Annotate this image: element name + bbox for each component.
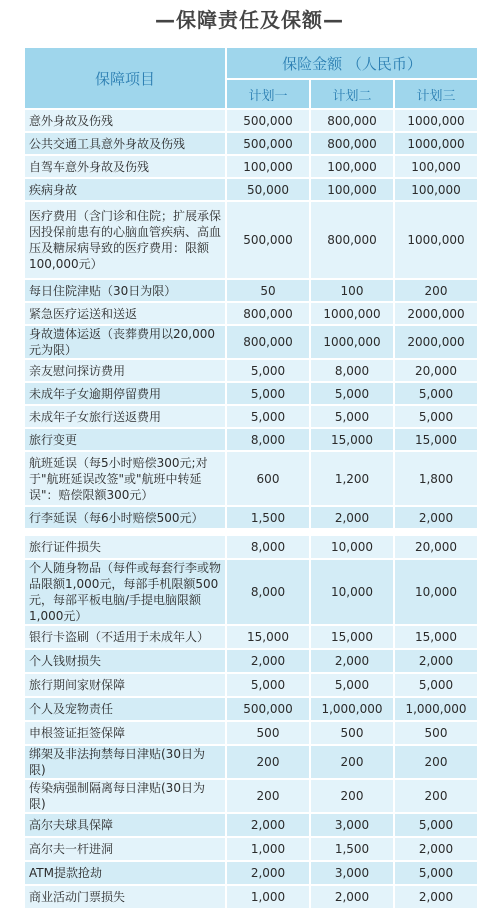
plan-3-amount: 5,000 <box>394 382 478 405</box>
plan-3-amount: 2,000 <box>394 506 478 529</box>
plan-1-amount: 15,000 <box>226 625 310 649</box>
plan-1-amount: 2,000 <box>226 861 310 885</box>
coverage-item-label: 旅行期间家财保障 <box>24 673 226 697</box>
table-row <box>24 359 478 382</box>
table-row <box>24 861 478 885</box>
table-row <box>24 885 478 909</box>
plan-3-amount: 2,000 <box>394 837 478 861</box>
page-title: —保障责任及保额— <box>155 8 344 32</box>
coverage-item-label: 申根签证拒签保障 <box>24 721 226 745</box>
coverage-item-label: 身故遗体运返（丧葬费用以20,000元为限） <box>24 325 226 359</box>
plan-1-amount: 2,000 <box>226 813 310 837</box>
plan-1-amount: 200 <box>226 779 310 813</box>
plan-3-amount: 200 <box>394 745 478 779</box>
coverage-item-label: 个人及宠物责任 <box>24 697 226 721</box>
coverage-item-label: 意外身故及伤残 <box>24 109 226 132</box>
plan-1-amount: 600 <box>226 451 310 506</box>
plan-1-amount: 8,000 <box>226 428 310 451</box>
coverage-table-part1 <box>23 46 479 530</box>
plan-1-amount: 50,000 <box>226 178 310 201</box>
plan-3-amount: 1000,000 <box>394 201 478 279</box>
table-row <box>24 745 478 779</box>
table-row <box>24 325 478 359</box>
plan-3-amount: 20,000 <box>394 359 478 382</box>
plan-2-amount: 500 <box>310 721 394 745</box>
coverage-item-label: 亲友慰问探访费用 <box>24 359 226 382</box>
plan-2-amount: 1000,000 <box>310 302 394 325</box>
plan-1-amount: 1,000 <box>226 837 310 861</box>
plan-3-amount: 2000,000 <box>394 325 478 359</box>
table-row <box>24 673 478 697</box>
coverage-table-part2 <box>23 534 479 910</box>
table-row <box>24 428 478 451</box>
plan-2-amount: 200 <box>310 779 394 813</box>
plan-1-amount: 5,000 <box>226 382 310 405</box>
plan-1-amount: 100,000 <box>226 155 310 178</box>
coverage-item-label: 自驾车意外身故及伤残 <box>24 155 226 178</box>
table-row <box>24 302 478 325</box>
header-plan-2: 计划二 <box>310 79 394 109</box>
plan-1-amount: 500,000 <box>226 109 310 132</box>
plan-2-amount: 800,000 <box>310 201 394 279</box>
plan-2-amount: 200 <box>310 745 394 779</box>
header-item-col: 保障项目 <box>24 47 226 109</box>
plan-2-amount: 10,000 <box>310 559 394 625</box>
plan-1-amount: 8,000 <box>226 535 310 559</box>
coverage-item-label: 个人钱财损失 <box>24 649 226 673</box>
coverage-item-label: 疾病身故 <box>24 178 226 201</box>
plan-1-amount: 5,000 <box>226 359 310 382</box>
plan-3-amount: 15,000 <box>394 428 478 451</box>
plan-3-amount: 15,000 <box>394 625 478 649</box>
coverage-item-label: 公共交通工具意外身故及伤残 <box>24 132 226 155</box>
table-row <box>24 837 478 861</box>
plan-1-amount: 5,000 <box>226 673 310 697</box>
plan-2-amount: 2,000 <box>310 649 394 673</box>
plan-2-amount: 1000,000 <box>310 325 394 359</box>
coverage-item-label: 绑架及非法拘禁每日津贴(30日为限) <box>24 745 226 779</box>
plan-2-amount: 3,000 <box>310 813 394 837</box>
plan-1-amount: 5,000 <box>226 405 310 428</box>
plan-2-amount: 1,000,000 <box>310 697 394 721</box>
plan-2-amount: 8,000 <box>310 359 394 382</box>
coverage-item-label: 紧急医疗运送和送返 <box>24 302 226 325</box>
plan-1-amount: 800,000 <box>226 302 310 325</box>
coverage-item-label: ATM提款抢劫 <box>24 861 226 885</box>
plan-2-amount: 15,000 <box>310 625 394 649</box>
plan-1-amount: 800,000 <box>226 325 310 359</box>
plan-1-amount: 200 <box>226 745 310 779</box>
coverage-item-label: 旅行证件损失 <box>24 535 226 559</box>
plan-2-amount: 800,000 <box>310 132 394 155</box>
table-row <box>24 697 478 721</box>
plan-2-amount: 100,000 <box>310 155 394 178</box>
table-row <box>24 506 478 529</box>
plan-3-amount: 1000,000 <box>394 132 478 155</box>
coverage-item-label: 传染病强制隔离每日津贴(30日为限) <box>24 779 226 813</box>
plan-2-amount: 1,200 <box>310 451 394 506</box>
plan-2-amount: 2,000 <box>310 885 394 909</box>
table-row <box>24 155 478 178</box>
plan-3-amount: 200 <box>394 279 478 302</box>
table-row <box>24 178 478 201</box>
plan-1-amount: 1,500 <box>226 506 310 529</box>
header-amount-col: 保险金额 （人民币） <box>226 47 478 79</box>
coverage-item-label: 航班延误（每5小时赔偿300元;对于"航班延误改签"或"航班中转延误"：赔偿限额300元） <box>24 451 226 506</box>
plan-3-amount: 500 <box>394 721 478 745</box>
plan-2-amount: 1,500 <box>310 837 394 861</box>
table-row <box>24 721 478 745</box>
plan-3-amount: 10,000 <box>394 559 478 625</box>
plan-2-amount: 100,000 <box>310 178 394 201</box>
plan-2-amount: 5,000 <box>310 382 394 405</box>
plan-3-amount: 1000,000 <box>394 109 478 132</box>
plan-1-amount: 500 <box>226 721 310 745</box>
plan-3-amount: 100,000 <box>394 155 478 178</box>
coverage-item-label: 高尔夫一杆进洞 <box>24 837 226 861</box>
plan-2-amount: 5,000 <box>310 673 394 697</box>
plan-3-amount: 100,000 <box>394 178 478 201</box>
table-row <box>24 779 478 813</box>
header-plan-3: 计划三 <box>394 79 478 109</box>
plan-2-amount: 800,000 <box>310 109 394 132</box>
plan-1-amount: 1,000 <box>226 885 310 909</box>
coverage-item-label: 医疗费用（含门诊和住院；扩展承保因投保前患有的心脑血管疾病、高血压及糖尿病导致的医疗费用：限额100,000元） <box>24 201 226 279</box>
table-row <box>24 535 478 559</box>
plan-3-amount: 5,000 <box>394 405 478 428</box>
table-row <box>24 559 478 625</box>
coverage-item-label: 商业活动门票损失 <box>24 885 226 909</box>
table-row <box>24 451 478 506</box>
coverage-item-label: 高尔夫球具保障 <box>24 813 226 837</box>
plan-2-amount: 10,000 <box>310 535 394 559</box>
table-row <box>24 625 478 649</box>
plan-3-amount: 200 <box>394 779 478 813</box>
header-plan-1: 计划一 <box>226 79 310 109</box>
table-row <box>24 813 478 837</box>
table-row <box>24 382 478 405</box>
plan-1-amount: 8,000 <box>226 559 310 625</box>
table-row <box>24 405 478 428</box>
plan-2-amount: 2,000 <box>310 506 394 529</box>
plan-3-amount: 2,000 <box>394 649 478 673</box>
coverage-item-label: 未成年子女旅行送返费用 <box>24 405 226 428</box>
coverage-item-label: 个人随身物品（每件或每套行李或物品限额1,000元，每部手机限额500元，每部平板电脑/手提电脑限额1,000元） <box>24 559 226 625</box>
coverage-item-label: 每日住院津贴（30日为限） <box>24 279 226 302</box>
plan-3-amount: 2,000 <box>394 885 478 909</box>
coverage-item-label: 未成年子女逾期停留费用 <box>24 382 226 405</box>
plan-1-amount: 2,000 <box>226 649 310 673</box>
plan-2-amount: 15,000 <box>310 428 394 451</box>
table-row <box>24 132 478 155</box>
plan-2-amount: 100 <box>310 279 394 302</box>
coverage-item-label: 行李延误（每6小时赔偿500元） <box>24 506 226 529</box>
plan-1-amount: 500,000 <box>226 697 310 721</box>
plan-3-amount: 1,000,000 <box>394 697 478 721</box>
plan-3-amount: 5,000 <box>394 861 478 885</box>
coverage-item-label: 银行卡盗刷（不适用于未成年人） <box>24 625 226 649</box>
table-row <box>24 201 478 279</box>
plan-3-amount: 5,000 <box>394 813 478 837</box>
plan-3-amount: 20,000 <box>394 535 478 559</box>
table-row <box>24 279 478 302</box>
plan-3-amount: 5,000 <box>394 673 478 697</box>
table-row <box>24 649 478 673</box>
table-row <box>24 109 478 132</box>
plan-2-amount: 5,000 <box>310 405 394 428</box>
plan-2-amount: 3,000 <box>310 861 394 885</box>
plan-1-amount: 500,000 <box>226 132 310 155</box>
coverage-item-label: 旅行变更 <box>24 428 226 451</box>
plan-1-amount: 500,000 <box>226 201 310 279</box>
plan-1-amount: 50 <box>226 279 310 302</box>
plan-3-amount: 1,800 <box>394 451 478 506</box>
plan-3-amount: 2000,000 <box>394 302 478 325</box>
